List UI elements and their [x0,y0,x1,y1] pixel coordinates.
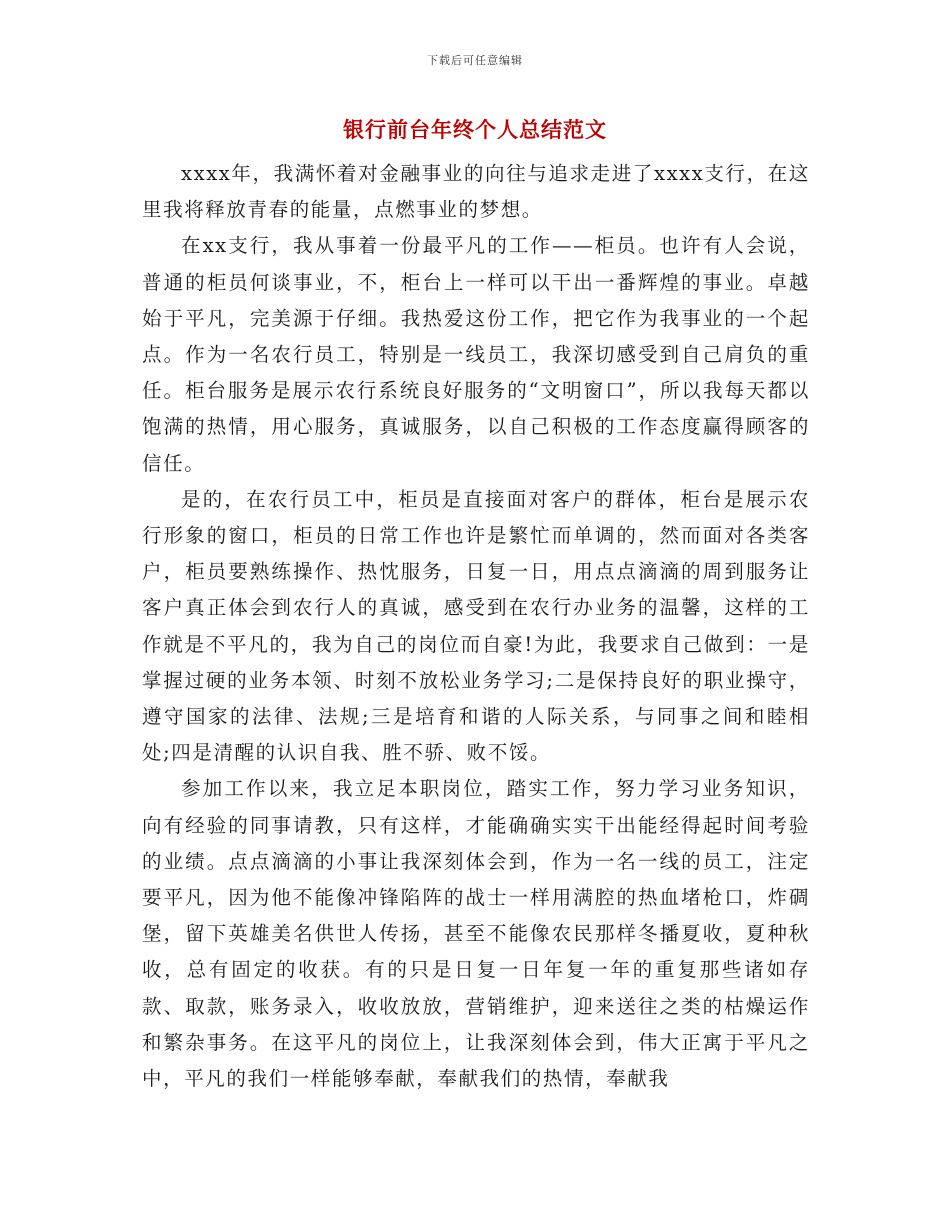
document-title: 银行前台年终个人总结范文 [343,117,607,142]
paragraph-4: 参加工作以来，我立足本职岗位，踏实工作，努力学习业务知识，向有经验的同事请教，只有这样，才能确确实实干出能经得起时间考验的业绩。点点滴滴的小事让我深刻体会到，作为一名一线的员工，注定要平凡，因为他不能像冲锋陷阵的战士一样用满腔的热血堵枪口，炸碉堡，留下英雄美名供世人传扬，甚至不能像农民那样冬播夏收，夏种秋收，总有固定的收获。有的只是日复一日年复一年的重复那些诸如存款、取款，账务录入，收收放放，营销维护，迎来送往之类的枯燥运作和繁杂事务。在这平凡的岗位上，让我深刻体会到，伟大正寓于平凡之中，平凡的我们一样能够奉献，奉献我们的热情，奉献我 [142,777,810,1091]
document-body [142,156,810,1097]
paragraph-2: 在xx支行，我从事着一份最平凡的工作——柜员。也许有人会说，普通的柜员何谈事业，不，柜台上一样可以干出一番辉煌的事业。卓越始于平凡，完美源于仔细。我热爱这份工作，把它作为我事业的一个起点。作为一名农行员工，特别是一线员工，我深切感受到自己肩负的重任。柜台服务是展示农行系统良好服务的“文明窗口”，所以我每天都以饱满的热情，用心服务，真诚服务，以自己积极的工作态度赢得顾客的信任。 [142,234,810,475]
paragraph-1: xxxx年，我满怀着对金融事业的向往与追求走进了xxxx支行，在这里我将释放青春的能量，点燃事业的梦想。 [142,162,810,222]
paragraph-3: 是的，在农行员工中，柜员是直接面对客户的群体，柜台是展示农行形象的窗口，柜员的日常工作也许是繁忙而单调的，然而面对各类客户，柜员要熟练操作、热忱服务，日复一日，用点点滴滴的周到服务让客户真正体会到农行人的真诚，感受到在农行办业务的温馨，这样的工作就是不平凡的，我为自己的岗位而自豪!为此，我要求自己做到：一是掌握过硬的业务本领、时刻不放松业务学习;二是保持良好的职业操守，遵守国家的法律、法规;三是培育和谐的人际关系，与同事之间和睦相处;四是清醒的认识自我、胜不骄、败不馁。 [142,487,810,765]
header-note: 下载后可任意编辑 [427,54,523,67]
